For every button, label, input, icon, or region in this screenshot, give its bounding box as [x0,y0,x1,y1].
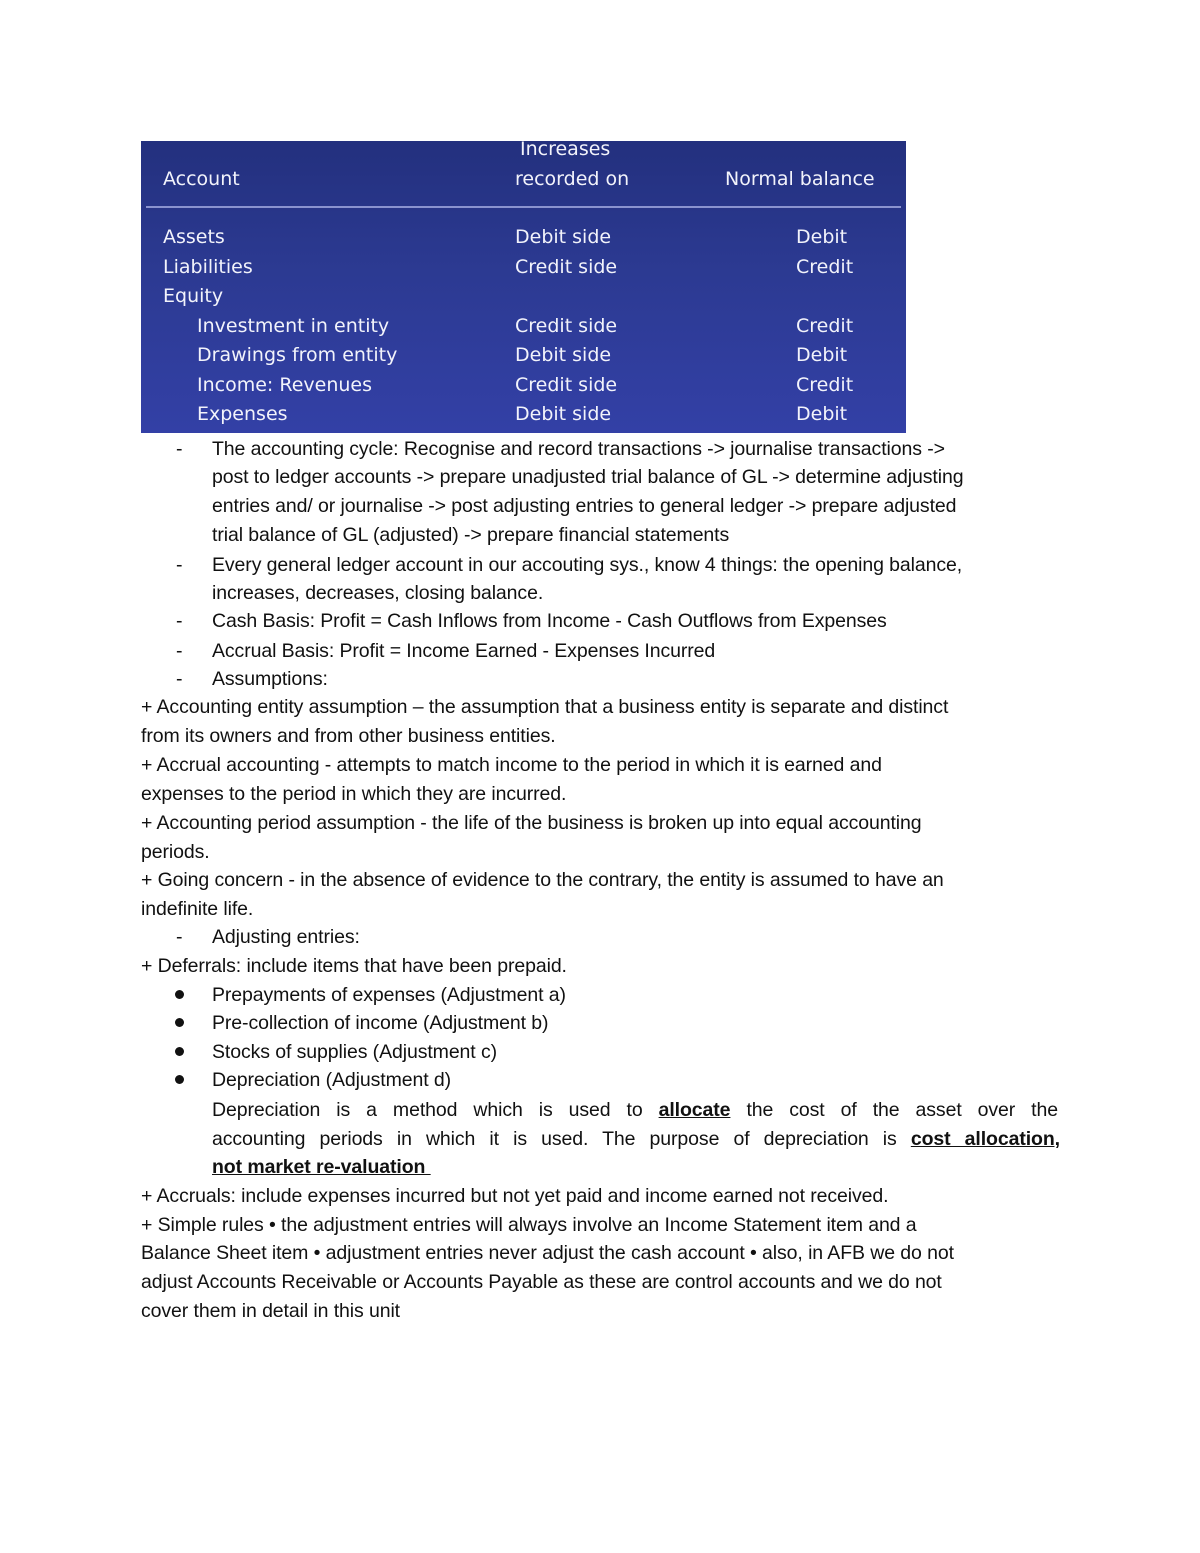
bullet-marker [175,990,184,999]
depreciation-line-2 [212,1125,1060,1153]
header-normal-balance: Normal balance [725,168,875,190]
dash-marker: - [176,668,183,690]
depreciation-text: the cost of the asset over the [730,1099,1058,1121]
bullet-marker [175,1075,184,1084]
bullet-marker [175,1047,184,1056]
ledger-line: Every general ledger account in our accouting sys., know 4 things: the opening balance, [212,554,963,576]
row-increases: Credit side [515,315,618,337]
header-divider [146,206,901,208]
cost-allocation-emphasis: cost allocation, [910,1128,1060,1150]
row-account: Income: Revenues [197,374,372,396]
deferrals-line: + Deferrals: include items that have been prepaid. [141,955,567,977]
simple-rules-line: adjust Accounts Receivable or Accounts Payable as these are control accounts and we do not [141,1271,942,1293]
cycle-line: entries and/ or journalise -> post adjusting entries to general ledger -> prepare adjusted [212,495,957,517]
cycle-line: trial balance of GL (adjusted) -> prepare financial statements [212,524,730,546]
row-increases: Debit side [515,403,612,425]
header-increases-line1: Increases [520,141,611,160]
simple-rules-line: + Simple rules • the adjustment entries will always involve an Income Statement item and a [141,1214,917,1236]
accruals-line: + Accruals: include expenses incurred but not yet paid and income earned not received. [141,1185,889,1207]
dash-marker: - [176,610,183,632]
adjusting-heading: Adjusting entries: [212,926,360,948]
row-account: Investment in entity [197,315,390,337]
assumption-line: indefinite life. [141,898,254,920]
account-rules-table [141,141,906,433]
row-normal: Debit [796,403,848,425]
row-account: Expenses [197,403,288,425]
assumption-line: expenses to the period in which they are incurred. [141,783,567,805]
row-increases: Debit side [515,226,612,248]
assumption-line: + Accounting period assumption - the life of the business is broken up into equal accounting [141,812,922,834]
bullet-item: Prepayments of expenses (Adjustment a) [212,984,566,1006]
dash-marker: - [176,926,183,948]
depreciation-text: Depreciation is a method which is used to [212,1099,659,1121]
row-account: Drawings from entity [197,344,398,366]
row-normal: Debit [796,226,848,248]
row-account: Assets [163,226,225,248]
row-account: Liabilities [163,256,253,278]
row-normal: Debit [796,344,848,366]
row-normal: Credit [796,256,854,278]
assumption-line: + Going concern - in the absence of evidence to the contrary, the entity is assumed to have an [141,869,944,891]
bullet-item: Stocks of supplies (Adjustment c) [212,1041,497,1063]
simple-rules-line: cover them in detail in this unit [141,1300,400,1322]
bullet-item: Depreciation (Adjustment d) [212,1069,451,1091]
cycle-line: post to ledger accounts -> prepare unadjusted trial balance of GL -> determine adjusting [212,466,964,488]
assumption-line: periods. [141,841,210,863]
assumption-line: from its owners and from other business entities. [141,725,556,747]
depreciation-line-1 [212,1096,1058,1124]
assumptions-heading: Assumptions: [212,668,328,690]
row-increases: Debit side [515,344,612,366]
row-account: Equity [163,285,224,307]
bullet-marker [175,1018,184,1027]
allocate-emphasis: allocate [658,1099,731,1121]
ledger-line: increases, decreases, closing balance. [212,582,544,604]
assumption-line: + Accrual accounting - attempts to match income to the period in which it is earned and [141,754,882,776]
dash-marker: - [176,554,183,576]
row-normal: Credit [796,315,854,337]
row-increases: Credit side [515,256,618,278]
depreciation-line-3: not market re-valuation [212,1156,431,1178]
assumption-line: + Accounting entity assumption – the assumption that a business entity is separate and distinct [141,696,949,718]
depreciation-text: accounting periods in which it is used. The purpose of depreciation is [212,1128,911,1150]
dash-marker: - [176,438,183,460]
bullet-item: Pre-collection of income (Adjustment b) [212,1012,549,1034]
header-increases-line2: recorded on [515,168,630,190]
header-account: Account [163,168,240,190]
simple-rules-line: Balance Sheet item • adjustment entries never adjust the cash account • also, in AFB we do not [141,1242,954,1264]
accrual-basis: Accrual Basis: Profit = Income Earned - Expenses Incurred [212,640,716,662]
row-normal: Credit [796,374,854,396]
dash-marker: - [176,640,183,662]
cash-basis: Cash Basis: Profit = Cash Inflows from Income - Cash Outflows from Expenses [212,610,887,632]
cycle-line: The accounting cycle: Recognise and record transactions -> journalise transactions -> [212,438,945,460]
row-increases: Credit side [515,374,618,396]
